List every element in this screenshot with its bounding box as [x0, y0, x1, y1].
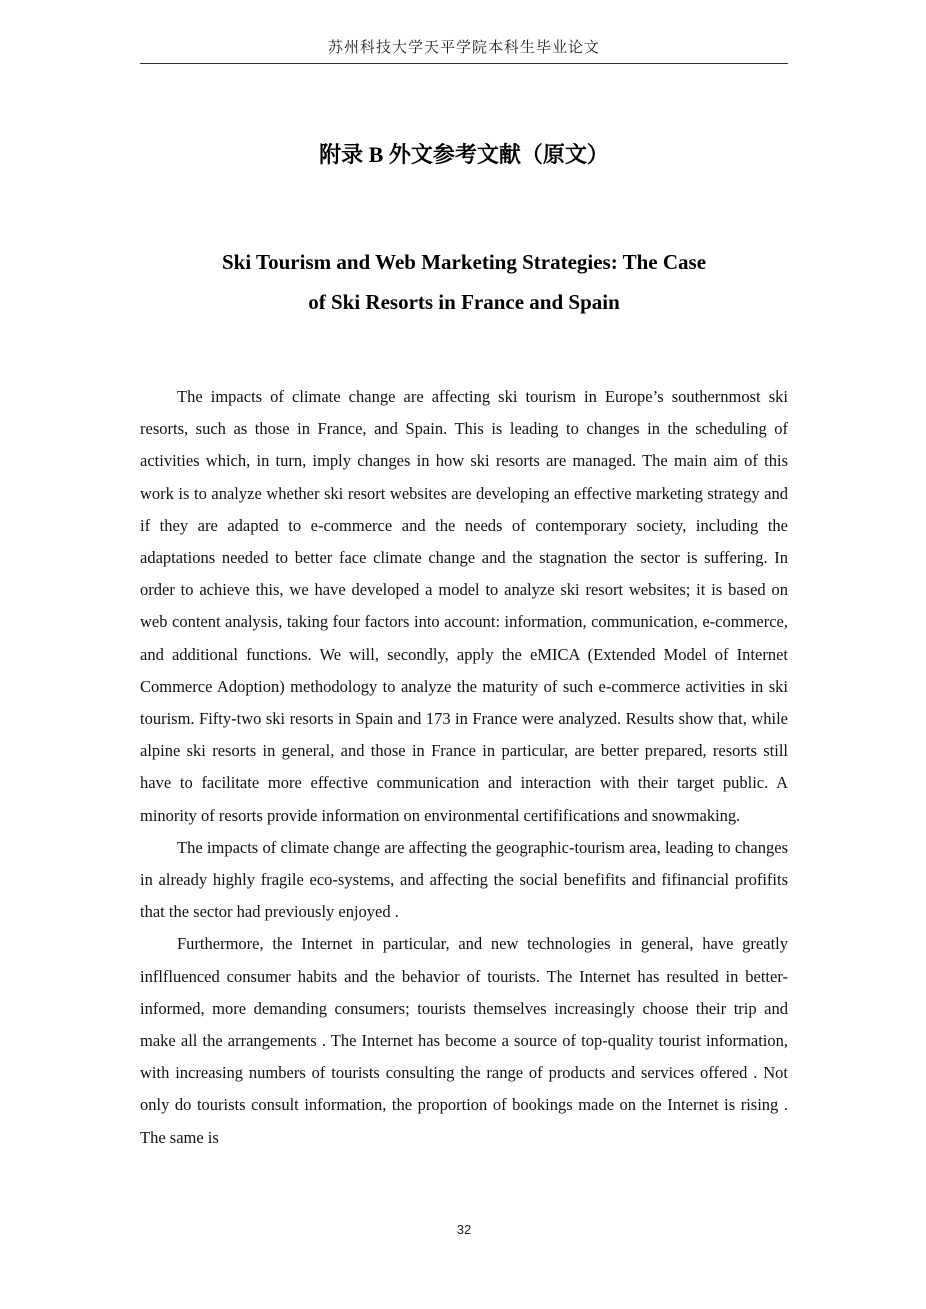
paragraph-climate-impacts: The impacts of climate change are affecting the geographic-tourism area, leading to changes in already highly fragile eco-systems, and affecting the social benefifits and fifinancial profifits that the sector had previously enjoyed .	[140, 837, 788, 922]
running-header: 苏州科技大学天平学院本科生毕业论文	[327, 40, 600, 56]
body-text	[140, 381, 788, 1154]
page-number: 32	[456, 1222, 472, 1237]
paragraph-abstract: The impacts of climate change are affecting ski tourism in Europe’s southernmost ski resorts, such as those in France, and Spain. This is leading to changes in the scheduling of activities which, in turn, imply changes in how ski resorts are managed. The main aim of this work is to analyze whether ski resort websites are developing an effective marketing strategy and if they are adapted to e-commerce and the needs of contemporary society, including the adaptations needed to better face climate change and the stagnation the sector is suffering. In order to achieve this, we have developed a model to analyze ski resort websites; it is based on web content analysis, taking four factors into account: information, communication, e-commerce, and additional functions. We will, secondly, apply the eMICA (Extended Model of Internet Commerce Adoption) methodology to analyze the maturity of such e-commerce activities in ski tourism. Fifty-two ski resorts in Spain and 173 in France were analyzed. Results show that, while alpine ski resorts in general, and those in France in particular, are better prepared, resorts still have to facilitate more effective communication and interaction with their target public. A minority of resorts provide information on environmental certififications and snowmaking.	[140, 387, 788, 825]
paragraph-internet-influence: Furthermore, the Internet in particular, and new technologies in general, have greatly inflfluenced consumer habits and the behavior of tourists. The Internet has resulted in better-informed, more demanding consumers; tourists themselves increasingly choose their trip and make all the arrangements . The Internet has become a source of top-quality tourist information, with increasing numbers of tourists consulting the range of products and services offered . Not only do tourists consult information, the proportion of bookings made on the Internet is rising . The same is	[140, 934, 788, 1147]
paper-title	[140, 242, 788, 322]
paper-title-line-2: of Ski Resorts in France and Spain	[308, 290, 620, 314]
paper-title-line-1: Ski Tourism and Web Marketing Strategies: The Case	[221, 250, 707, 274]
appendix-title: 附录 B 外文参考文献（原文）	[319, 142, 609, 167]
header-rule	[140, 63, 788, 64]
